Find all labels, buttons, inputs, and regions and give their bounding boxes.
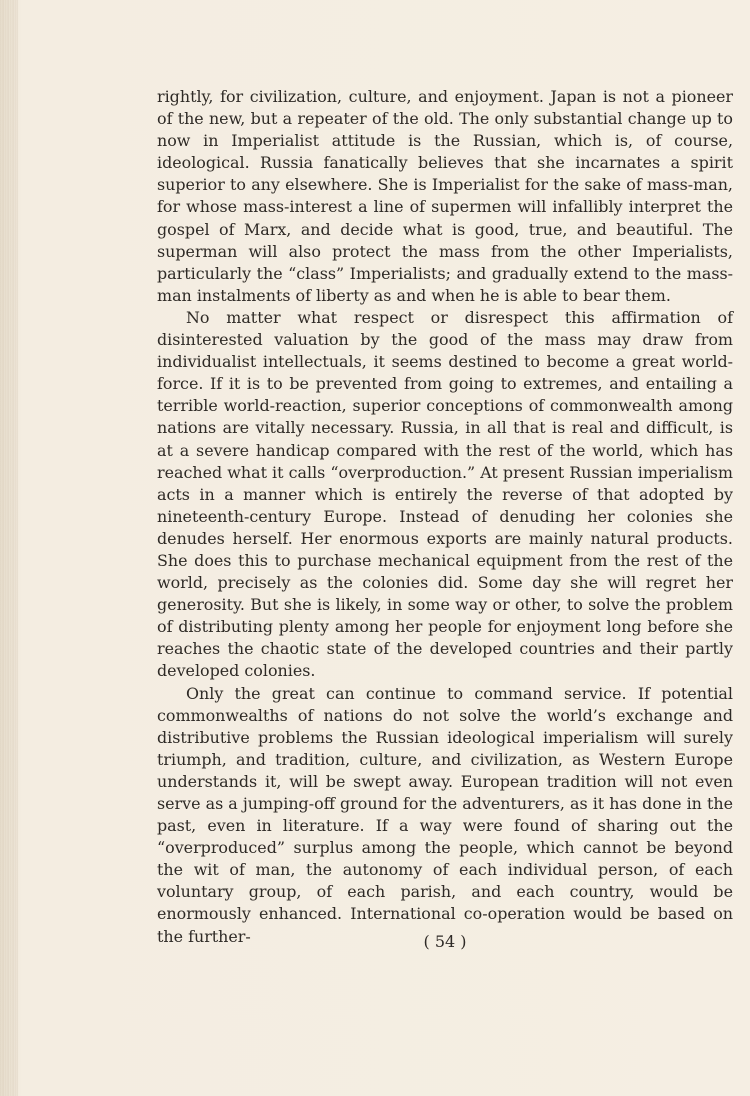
page-number: ( 54 ): [423, 932, 467, 951]
paragraph-1: rightly, for civilization, culture, and enjoyment. Japan is not a pioneer of the new, but a repeater of the old. The only substantial change up to now in Imperialist attitude is the Russian, which is, of course, ideological. Russia fanatically believes that she incarnates a spirit superior to any elsewhere. She is Imperialist for the sake of mass-man, for whose mass-interest a line of supermen will infallibly interpret the gospel of Marx, and decide what is good, true, and beautiful. The superman will also protect the mass from the other Imperialists, particularly the “class” Imperialists; and gradually extend to the mass-man instalments of liberty as and when he is able to bear them.: [157, 87, 733, 305]
paragraph-3: Only the great can continue to command service. If potential commonwealths of nations do not solve the world’s exchange and distributive problems the Russian ideological imperialism will surely triumph, and tradition, culture, and civilization, as Western Europe understands it, will be swept away. European tradition will not even serve as a jumping-off ground for the adventurers, as it has done in the past, even in literature. If a way were found of sharing out the “overproduced” surplus among the people, which cannot be beyond the wit of man, the autonomy of each individual person, of each voluntary group, of each parish, and each country, would be enormously enhanced. International co-operation would be based on the further-: [157, 683, 733, 946]
paragraph-2: No matter what respect or disrespect this affirmation of disinterested valuation by the good of the mass may draw from individualist intellectuals, it seems destined to become a great world-force. If it is to be prevented from going to extremes, and entailing a terrible world-reaction, superior conceptions of commonwealth among nations are vitally necessary. Russia, in all that is real and difficult, is at a severe handicap compared with the rest of the world, which has reached what it calls “overproduction.” At present Russian imperialism acts in a manner which is entirely the reverse of that adopted by nineteenth-century Europe. Instead of denuding her colonies she denudes herself. Her enormous exports are mainly natural products. She does this to purchase mechanical equipment from the rest of the world, precisely as the colonies did. Some day she will regret her generosity. But she is likely, in some way or other, to solve the problem of distributing plenty among her people for enjoyment long before she reaches the chaotic state of the developed countries and their partly developed colonies.: [157, 307, 733, 681]
body-text: [157, 86, 733, 948]
